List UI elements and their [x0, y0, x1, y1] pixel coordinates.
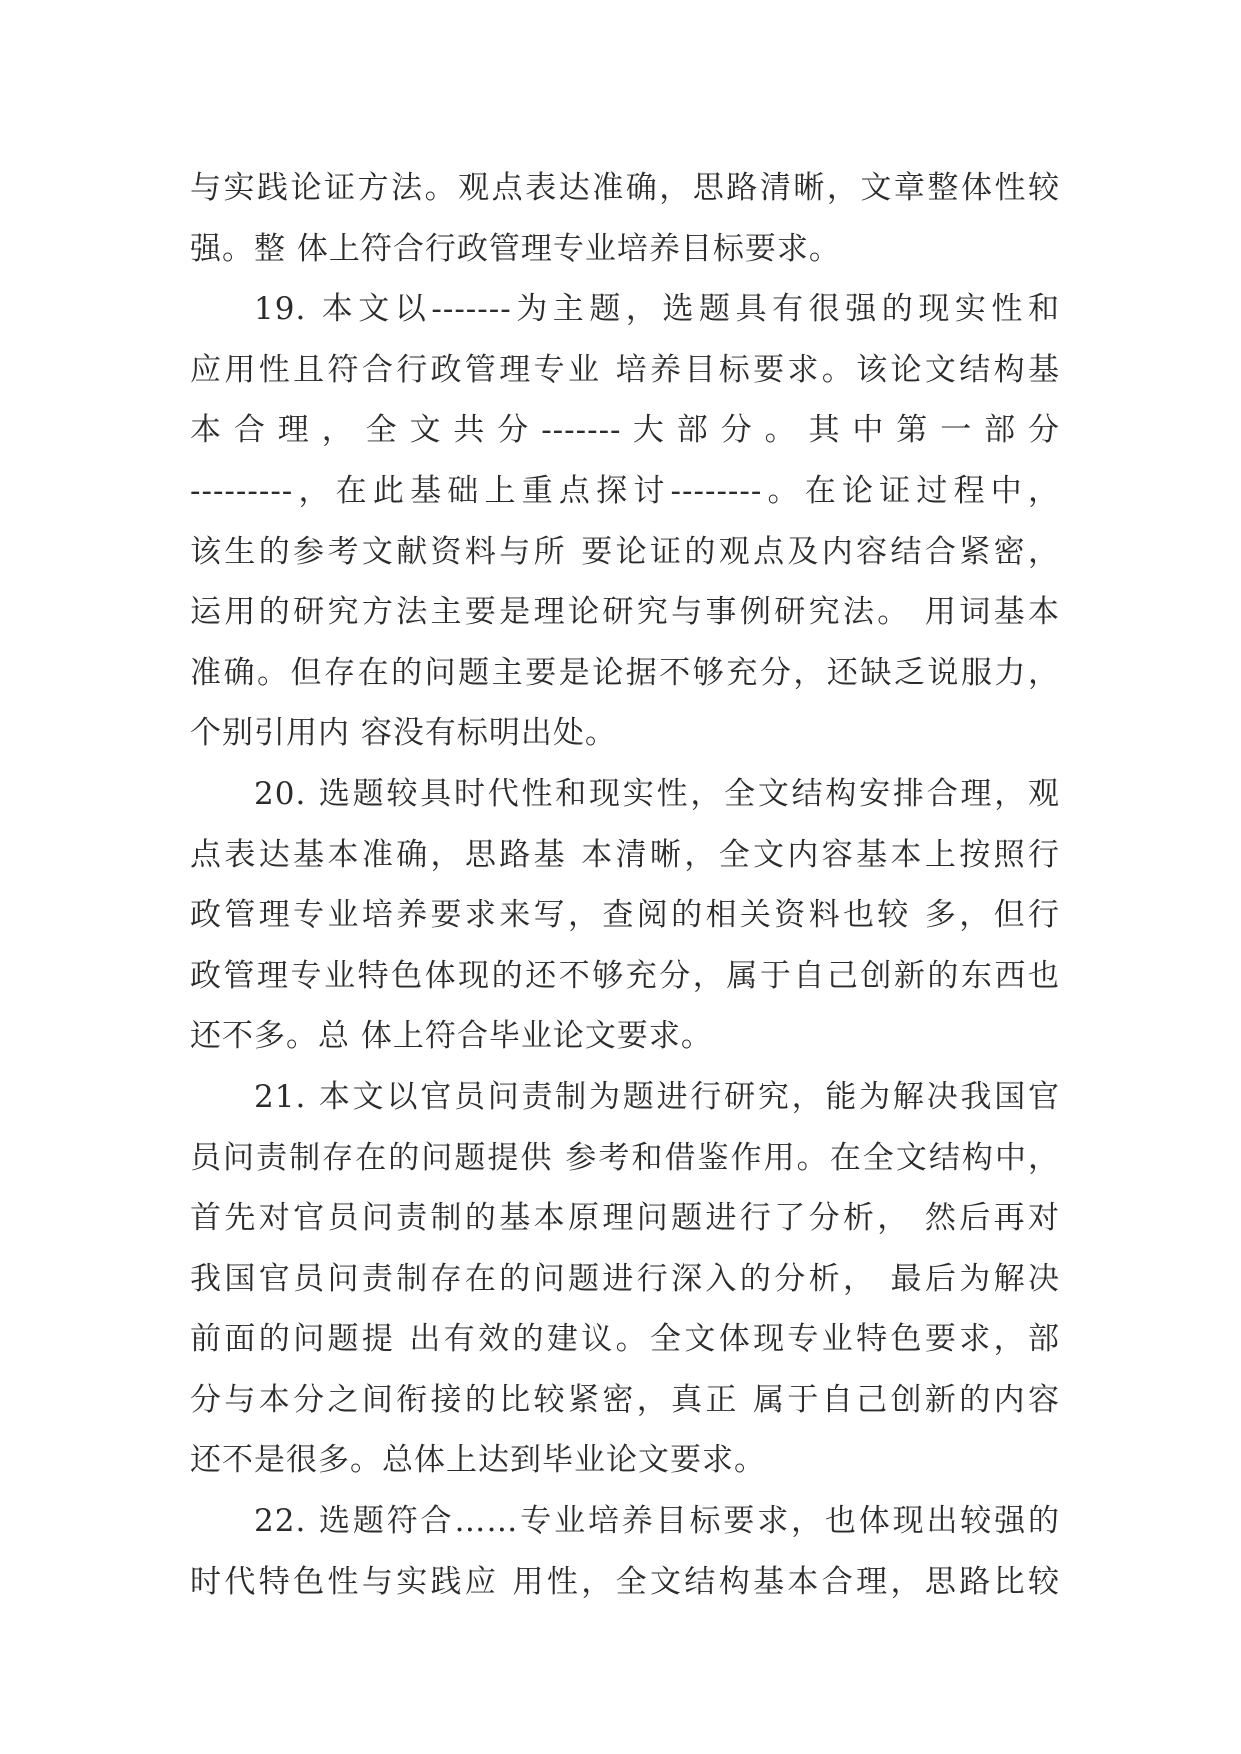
text-line: 与实践论证方法。观点表达准确，思路清晰，文章整体性较 [190, 170, 1060, 206]
text-line: 21. 本文以官员问责制为题进行研究，能为解决我国官 [254, 1078, 1060, 1115]
text-line: 政管理专业培养要求来写，查阅的相关资料也较 多，但行 [190, 897, 1060, 934]
text-line: 该生的参考文献资料与所 要论证的观点及内容结合紧密， [190, 533, 1060, 570]
text-line: 还不多。总 体上符合毕业论文要求。 [190, 1018, 713, 1055]
text-line: 还不是很多。总体上达到毕业论文要求。 [190, 1442, 766, 1479]
text-line: 分与本分之间衔接的比较紧密，真正 属于自己创新的内容 [190, 1381, 1060, 1418]
text-line: 20. 选题较具时代性和现实性，全文结构安排合理，观 [254, 775, 1060, 812]
text-line: 首先对官员问责制的基本原理问题进行了分析， 然后再对 [190, 1200, 1060, 1237]
text-line: 员问责制存在的问题提供 参考和借鉴作用。在全文结构中， [190, 1139, 1060, 1176]
text-line: 准确。但存在的问题主要是论据不够充分，还缺乏说服力， [190, 654, 1060, 691]
text-line: 点表达基本准确，思路基 本清晰，全文内容基本上按照行 [190, 836, 1060, 873]
text-line: 时代特色性与实践应 用性，全文结构基本合理，思路比较 [190, 1563, 1060, 1600]
text-line: 我国官员问责制存在的问题进行深入的分析， 最后为解决 [190, 1260, 1060, 1297]
text-line: 运用的研究方法主要是理论研究与事例研究法。 用词基本 [190, 594, 1060, 631]
text-line: 个别引用内 容没有标明出处。 [190, 715, 617, 752]
text-line: 22. 选题符合……专业培养目标要求，也体现出较强的 [254, 1503, 1060, 1540]
text-line: 本 合 理 ， 全 文 共 分 ------- 大 部 分 。 其 中 第 一 部 分 [190, 412, 1060, 449]
document-body [190, 158, 1060, 1612]
text-line: 政管理专业特色体现的还不够充分，属于自己创新的东西也 [190, 957, 1060, 994]
text-line: 19. 本文以-------为主题，选题具有很强的现实性和 [254, 291, 1060, 328]
text-line: 前面的问题提 出有效的建议。全文体现专业特色要求，部 [190, 1321, 1060, 1358]
text-line: ---------，在此基础上重点探讨--------。在论证过程中， [190, 472, 1060, 509]
text-line: 强。整 体上符合行政管理专业培养目标要求。 [190, 230, 841, 267]
text-line: 应用性且符合行政管理专业 培养目标要求。该论文结构基 [190, 351, 1060, 388]
